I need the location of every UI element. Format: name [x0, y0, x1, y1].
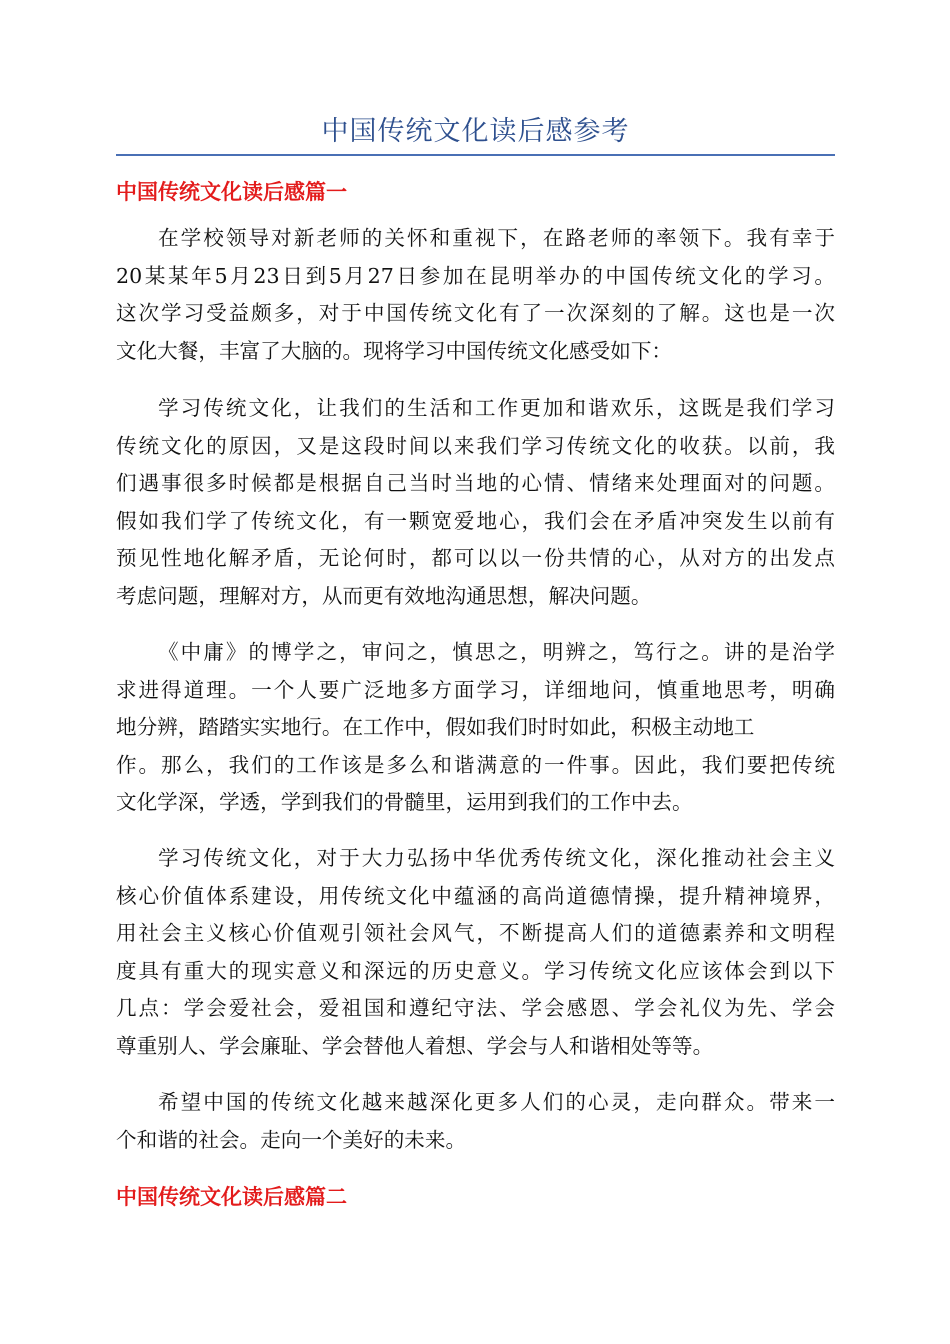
paragraph-line: 传统文化的原因，又是这段时间以来我们学习传统文化的收获。以前，我	[116, 433, 835, 458]
paragraph-line: 20某某年5月23日到5月27日参加在昆明举办的中国传统文化的学习。	[116, 263, 835, 288]
paragraph-line: 希望中国的传统文化越来越深化更多人们的心灵，走向群众。带来一	[158, 1090, 835, 1114]
paragraph-1	[116, 220, 835, 370]
paragraph-line: 预见性地化解矛盾，无论何时，都可以以一份共情的心，从对方的出发点	[116, 546, 835, 570]
paragraph-line: 核心价值体系建设，用传统文化中蕴涵的高尚道德情操，提升精神境界，	[116, 883, 835, 908]
paragraph-line: 地分辨，踏踏实实地行。在工作中，假如我们时时如此，积极主动地工	[116, 715, 755, 739]
paragraph-line: 假如我们学了传统文化，有一颗宽爱地心，我们会在矛盾冲突发生以前有	[116, 508, 835, 533]
paragraph-line: 考虑问题，理解对方，从而更有效地沟通思想，解决问题。	[116, 583, 652, 608]
paragraph-line: 求进得道理。一个人要广泛地多方面学习，详细地问，慎重地思考，明确	[116, 677, 835, 702]
paragraph-line: 学习传统文化，让我们的生活和工作更加和谐欢乐，这既是我们学习	[158, 396, 835, 420]
paragraph-line: 尊重别人、学会廉耻、学会替他人着想、学会与人和谐相处等等。	[116, 1033, 714, 1058]
paragraph-line: 用社会主义核心价值观引领社会风气，不断提高人们的道德素养和文明程	[116, 921, 835, 945]
paragraph-line: 这次学习受益颇多，对于中国传统文化有了一次深刻的了解。这也是一次	[116, 301, 835, 325]
section-heading-2: 中国传统文化读后感篇二	[116, 1185, 347, 1209]
paragraph-line: 们遇事很多时候都是根据自己当时当地的心情、情绪来处理面对的问题。	[116, 471, 835, 495]
paragraph-line: 在学校领导对新老师的关怀和重视下，在路老师的率领下。我有幸于	[158, 226, 835, 250]
paragraph-3	[116, 634, 835, 822]
paragraph-4	[116, 840, 835, 1065]
section-heading-1: 中国传统文化读后感篇一	[116, 180, 347, 204]
paragraph-line: 作。那么，我们的工作该是多么和谐满意的一件事。因此，我们要把传统	[116, 752, 835, 777]
paragraph-2	[116, 390, 835, 615]
paragraph-5	[116, 1084, 835, 1159]
paragraph-line: 个和谐的社会。走向一个美好的未来。	[116, 1127, 467, 1152]
paragraph-line: 文化学深，学透，学到我们的骨髓里，运用到我们的工作中去。	[116, 790, 693, 814]
paragraph-line: 文化大餐，丰富了大脑的。现将学习中国传统文化感受如下：	[116, 338, 673, 363]
paragraph-line: 几点：学会爱社会，爱祖国和遵纪守法、学会感恩、学会礼仪为先、学会	[116, 996, 835, 1020]
title-underline	[116, 154, 835, 156]
paragraph-line: 度具有重大的现实意义和深远的历史意义。学习传统文化应该体会到以下	[116, 958, 835, 983]
paragraph-line: 《中庸》的博学之，审问之，慎思之，明辨之，笃行之。讲的是治学	[158, 640, 835, 664]
paragraph-line: 学习传统文化，对于大力弘扬中华优秀传统文化，深化推动社会主义	[158, 846, 835, 870]
page-title: 中国传统文化读后感参考	[321, 116, 630, 147]
